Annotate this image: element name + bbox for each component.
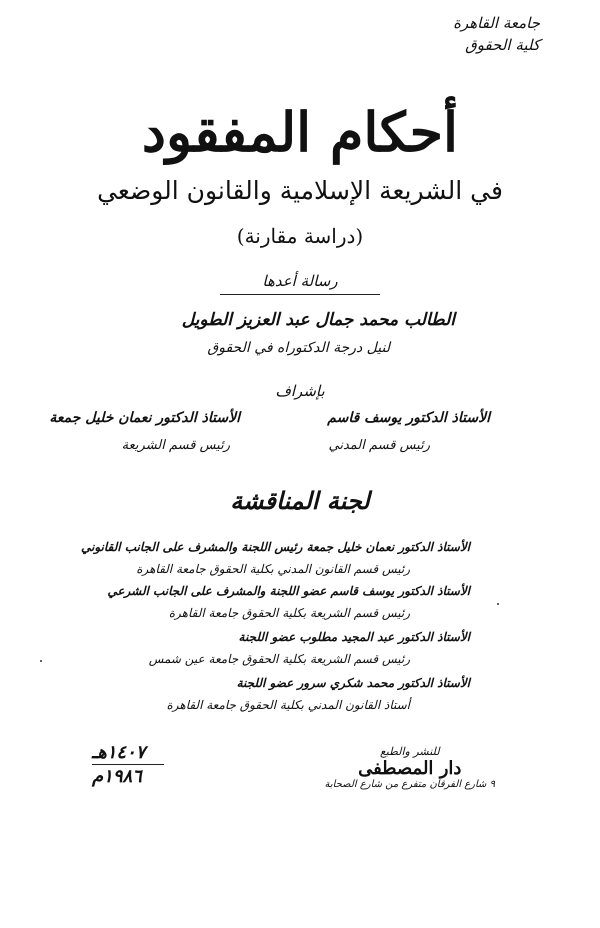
study-type: (دراسة مقارنة) (236, 224, 364, 248)
scan-speck (40, 660, 42, 662)
supervisor-role: رئيس قسم المدني (328, 438, 430, 453)
supervisor-role: رئيس قسم الشريعة (121, 438, 230, 453)
supervisor-name: الأستاذ الدكتور نعمان خليل جمعة (49, 410, 240, 426)
faculty-name: كلية الحقوق (465, 36, 540, 54)
supervision-label: بإشراف (275, 382, 325, 400)
year-gregorian: ١٩٨٦م (92, 766, 142, 787)
book-subtitle: في الشريعة الإسلامية والقانون الوضعي (97, 176, 503, 205)
supervisor-name: الأستاذ الدكتور يوسف قاسم (327, 410, 490, 426)
committee-member-name: الأستاذ الدكتور يوسف قاسم عضو اللجنة والمشرف على الجانب الشرعي (107, 584, 470, 598)
committee-member-role: رئيس قسم الشريعة بكلية الحقوق جامعة القاهرة (168, 606, 410, 620)
committee-member-role: رئيس قسم القانون المدني بكلية الحقوق جامعة القاهرة (136, 562, 410, 576)
committee-member-name: الأستاذ الدكتور محمد شكري سرور عضو اللجنة (236, 676, 470, 690)
committee-member-role: رئيس قسم الشريعة بكلية الحقوق جامعة عين شمس (148, 652, 410, 666)
publisher-address: ٩ شارع الفرقان متفرع من شارع الصحابة (324, 779, 495, 790)
year-divider (92, 764, 164, 765)
university-name: جامعة القاهرة (453, 14, 540, 32)
publisher-block (325, 745, 496, 790)
committee-member-name: الأستاذ الدكتور عبد المجيد مطلوب عضو اللجنة (238, 630, 470, 644)
thesis-label: رسالة أعدها (262, 272, 338, 290)
student-name: الطالب محمد جمال عبد العزيز الطويل (181, 310, 455, 330)
degree-text: لنيل درجة الدكتوراه في الحقوق (207, 340, 390, 356)
underline (220, 294, 380, 295)
committee-member-role: أستاذ القانون المدني بكلية الحقوق جامعة القاهرة (166, 698, 410, 712)
scan-speck (497, 603, 499, 605)
publisher-name: دار المصطفى (358, 758, 462, 779)
year-hijri: ١٤٠٧هـ (92, 742, 146, 763)
committee-member-name: الأستاذ الدكتور نعمان خليل جمعة رئيس اللجنة والمشرف على الجانب القانوني (80, 540, 470, 554)
committee-title: لجنة المناقشة (230, 486, 370, 515)
university-stamp (453, 12, 540, 56)
book-title: أحكام المفقود (141, 100, 459, 164)
publisher-tagline: للنشر والطبع (379, 745, 440, 758)
